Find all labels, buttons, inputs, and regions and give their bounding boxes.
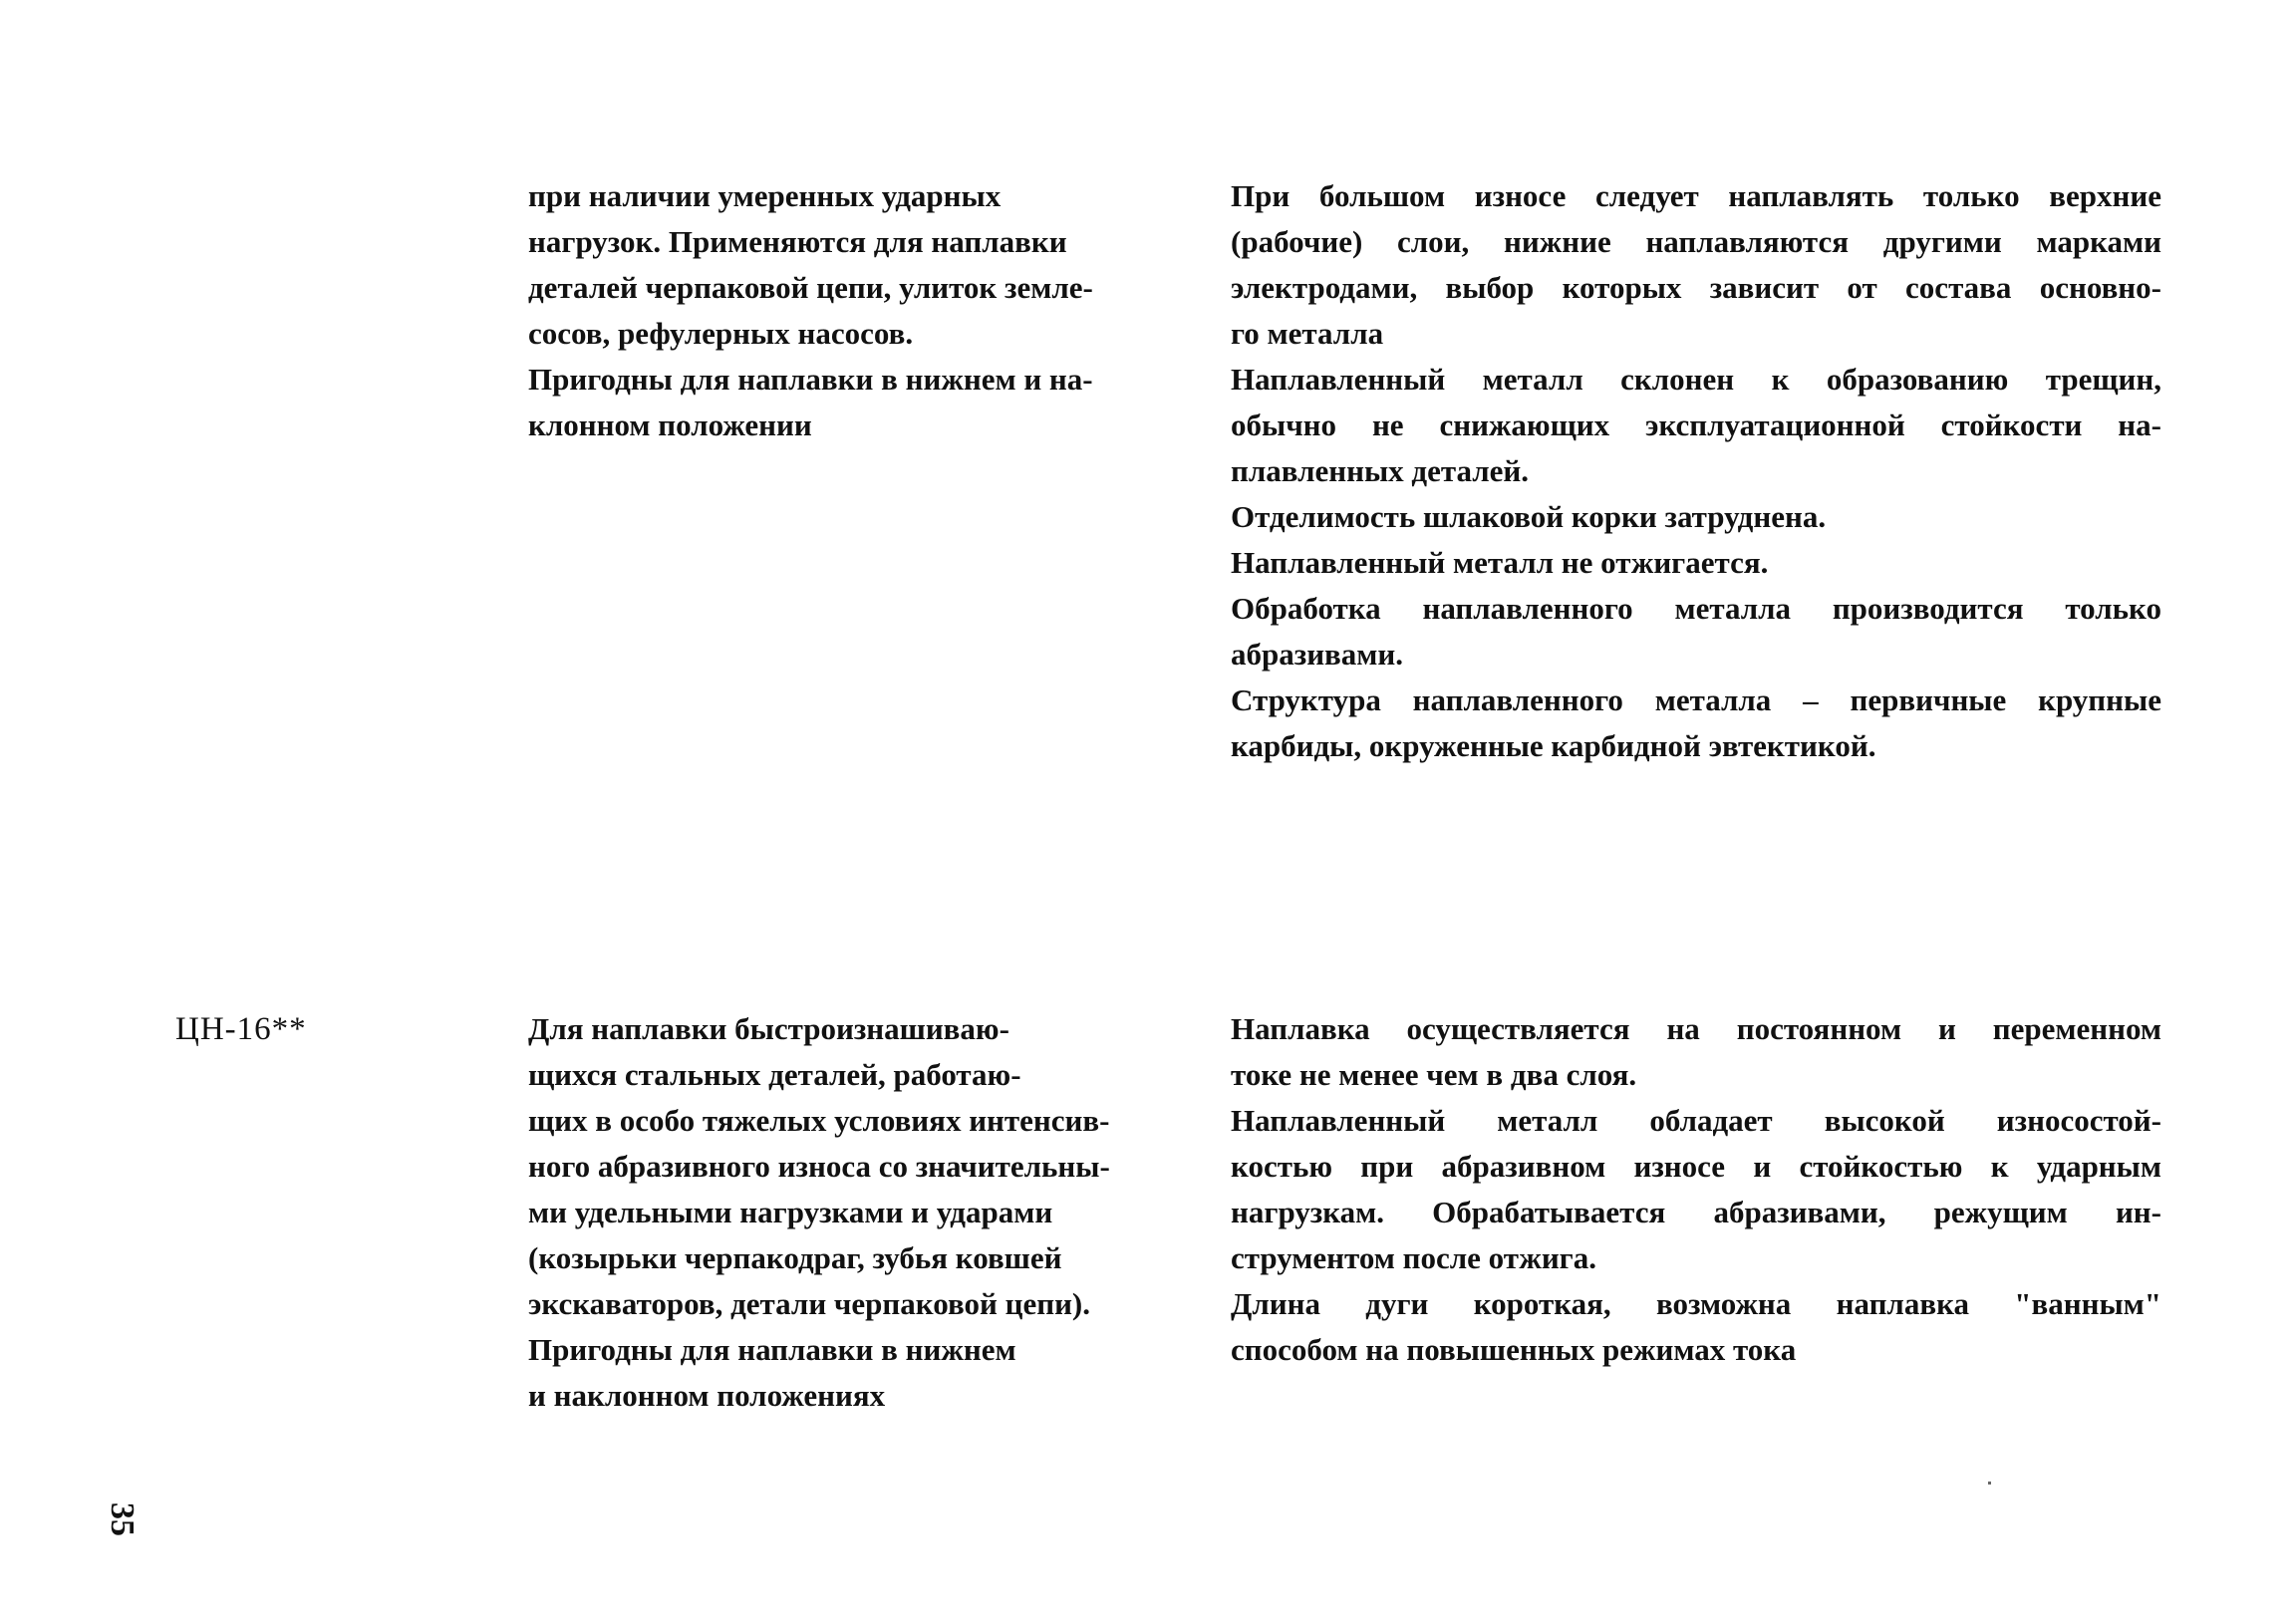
text-line: Обработка наплавленного металла производится только [1231,591,2161,626]
text-line: и наклонном положениях [528,1378,886,1413]
text-line: Наплавка осуществляется на постоянном и переменном [1231,1011,2161,1046]
text-line: ми удельными нагрузками и ударами [528,1195,1053,1229]
text-line: (рабочие) слои, нижние наплавляются другими марками [1231,224,2161,259]
text-line: Пригодны для наплавки в нижнем и на- [528,362,1093,397]
row1-application-text [528,173,1186,448]
text-line: Наплавленный металл обладает высокой износостой- [1231,1103,2161,1138]
text-line: при наличии умеренных ударных [528,178,1002,213]
text-line: сосов, рефулерных насосов. [528,316,914,351]
page-number: 35 [104,1502,141,1536]
row1-notes-text [1231,173,2161,769]
electrode-grade: ЦН-16** [175,1011,307,1047]
text-line: Структура наплавленного металла – первичные крупные [1231,682,2161,717]
text-line: щих в особо тяжелых условиях интенсив- [528,1103,1110,1138]
scan-speck [1988,1482,1991,1485]
text-line: ного абразивного износа со значительны- [528,1149,1110,1184]
row2-notes-text [1231,1006,2161,1373]
text-line: обычно не снижающих эксплуатационной стойкости на- [1231,407,2161,442]
text-line: Пригодны для наплавки в нижнем [528,1332,1016,1367]
text-line: способом на повышенных режимах тока [1231,1332,1797,1367]
text-line: нагрузок. Применяются для наплавки [528,224,1067,259]
text-line: нагрузкам. Обрабатывается абразивами, режущим ин- [1231,1195,2161,1229]
text-line: клонном положении [528,407,812,442]
text-line: струментом после отжига. [1231,1240,1597,1275]
text-line: экскаваторов, детали черпаковой цепи). [528,1286,1091,1321]
text-line: Длина дуги короткая, возможна наплавка "ванным" [1231,1286,2161,1321]
text-line: плавленных деталей. [1231,453,1529,488]
text-line: деталей черпаковой цепи, улиток земле- [528,270,1093,305]
text-line: При большом износе следует наплавлять только верхние [1231,178,2161,213]
text-line: го металла [1231,316,1384,351]
text-line: токе не менее чем в два слоя. [1231,1057,1637,1092]
row2-application-text [528,1006,1186,1419]
text-line: электродами, выбор которых зависит от состава основно- [1231,270,2161,305]
text-line: карбиды, окруженные карбидной эвтектикой. [1231,728,1876,763]
text-line: щихся стальных деталей, работаю- [528,1057,1021,1092]
text-line: Отделимость шлаковой корки затруднена. [1231,499,1827,534]
text-line: Наплавленный металл не отжигается. [1231,545,1769,580]
text-line: костью при абразивном износе и стойкостью к ударным [1231,1149,2161,1184]
text-line: Для наплавки быстроизнашиваю- [528,1011,1009,1046]
text-line: абразивами. [1231,637,1404,672]
text-line: (козырьки черпакодраг, зубья ковшей [528,1240,1062,1275]
text-line: Наплавленный металл склонен к образованию трещин, [1231,362,2161,397]
